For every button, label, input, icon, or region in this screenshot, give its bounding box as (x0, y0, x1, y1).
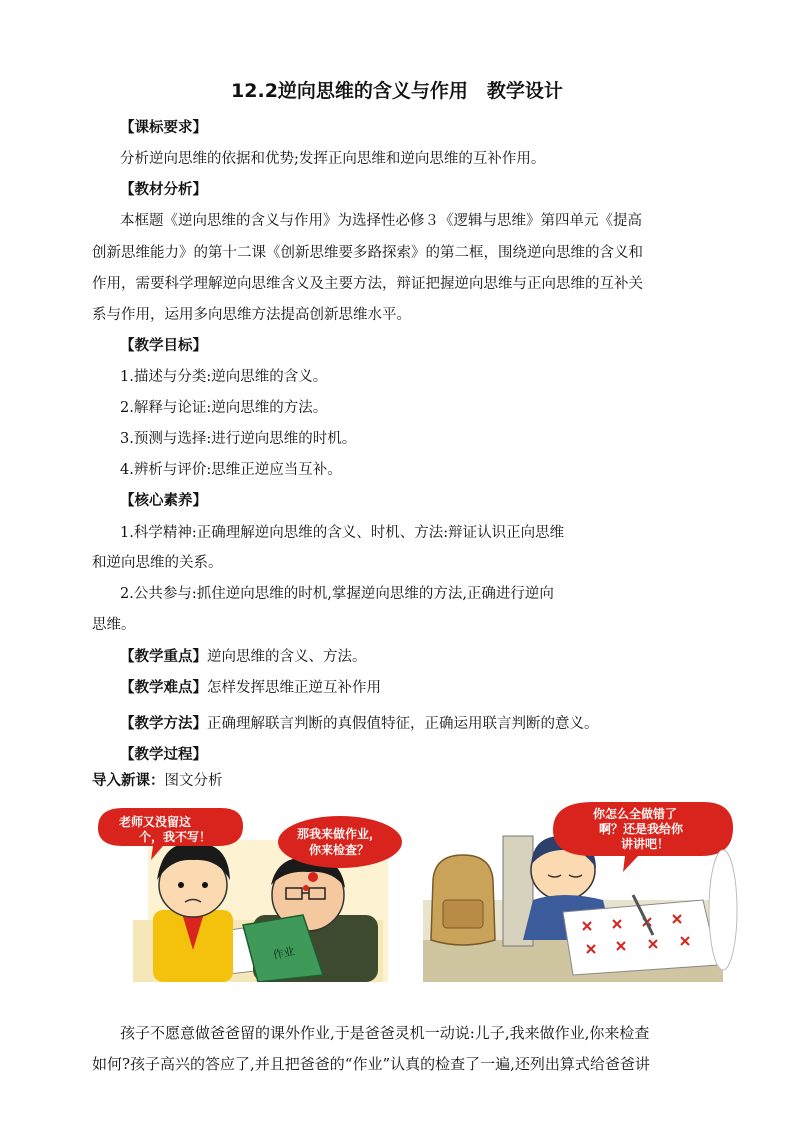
difficulties-heading: 【教学难点】 (120, 680, 207, 696)
textbook-line: 系与作用，运用多向思维方法提高创新思维水平。 (92, 307, 411, 323)
bubble-right-line: 讲讲吧！ (621, 837, 670, 851)
literacy-line: 2.公共参与:抓住逆向思维的时机,掌握逆向思维的方法,正确进行逆向 (120, 586, 554, 602)
bubble-middle-line: 你来检查？ (309, 843, 370, 857)
curriculum-heading: 【课标要求】 (120, 120, 207, 136)
thought-bubble-edge (709, 850, 737, 970)
textbook-heading: 【教材分析】 (120, 182, 207, 198)
bubble-middle-line: 那我来做作业， (297, 827, 382, 841)
difficulties-body: 怎样发挥思维正逆互补作用 (207, 680, 381, 696)
workbook-label: 作业 (271, 944, 296, 962)
methods-row (120, 714, 599, 734)
intro-lead: 导入新课： (92, 773, 165, 789)
literacy-line: 和逆向思维的关系。 (92, 555, 223, 571)
story-line: 如何?孩子高兴的答应了,并且把爸爸的“作业”认真的检查了一遍,还列出算式给爸爸讲 (92, 1055, 650, 1073)
literacy-heading: 【核心素养】 (120, 493, 207, 509)
literacy-line: 1.科学精神:正确理解逆向思维的含义、时机、方法:辩证认识正向思维 (120, 525, 565, 541)
objective-item: 2.解释与论证:逆向思维的方法。 (120, 400, 328, 416)
bubble-right-line: 啊？还是我给你 (599, 822, 684, 836)
curriculum-body: 分析逆向思维的依据和优势;发挥正向思维和逆向思维的互补作用。 (120, 151, 546, 167)
difficulties-row (120, 678, 381, 698)
boy-eye (202, 882, 208, 888)
speech-bubble-middle (278, 816, 402, 868)
methods-body: 正确理解联言判断的真假值特征，正确运用联言判断的意义。 (207, 716, 599, 732)
literacy-line: 思维。 (92, 617, 136, 633)
comic-svg (93, 800, 740, 982)
bubble-left-line: 个，我不写！ (139, 830, 212, 844)
boy-eye (178, 882, 184, 888)
boy-figure (153, 844, 233, 982)
intro-row (92, 771, 223, 791)
objective-item: 4.辨析与评价:思维正逆应当互补。 (120, 462, 342, 478)
objectives-heading: 【教学目标】 (120, 338, 207, 354)
objective-item: 1.描述与分类:逆向思维的含义。 (120, 369, 328, 385)
key-points-body: 逆向思维的含义、方法。 (207, 649, 367, 665)
page-title: 12.2逆向思维的含义与作用 教学设计 (231, 80, 563, 102)
intro-body: 图文分析 (164, 773, 223, 789)
backpack (431, 855, 495, 945)
key-points-row (120, 647, 367, 667)
methods-heading: 【教学方法】 (120, 716, 207, 732)
textbook-line: 创新思维能力》的第十二课《创新思维要多路探索》的第二框，围绕逆向思维的含义和 (92, 245, 643, 261)
textbook-line: 作用，需要科学理解逆向思维含义及主要方法，辩证把握逆向思维与正向思维的互补关 (92, 276, 643, 292)
process-heading: 【教学过程】 (120, 747, 207, 763)
bubble-left-line: 老师又没留这 (119, 815, 192, 829)
key-points-heading: 【教学重点】 (120, 649, 207, 665)
comic-illustration (93, 800, 740, 982)
objective-item: 3.预测与选择:进行逆向思维的时机。 (120, 431, 357, 447)
story-line: 孩子不愿意做爸爸留的课外作业,于是爸爸灵机一动说:儿子,我来做作业,你来检查 (120, 1024, 650, 1042)
bubble-right-line: 你怎么全做错了 (593, 807, 678, 821)
textbook-line: 本框题《逆向思维的含义与作用》为选择性必修３《逻辑与思维》第四单元《提高 (120, 213, 642, 229)
